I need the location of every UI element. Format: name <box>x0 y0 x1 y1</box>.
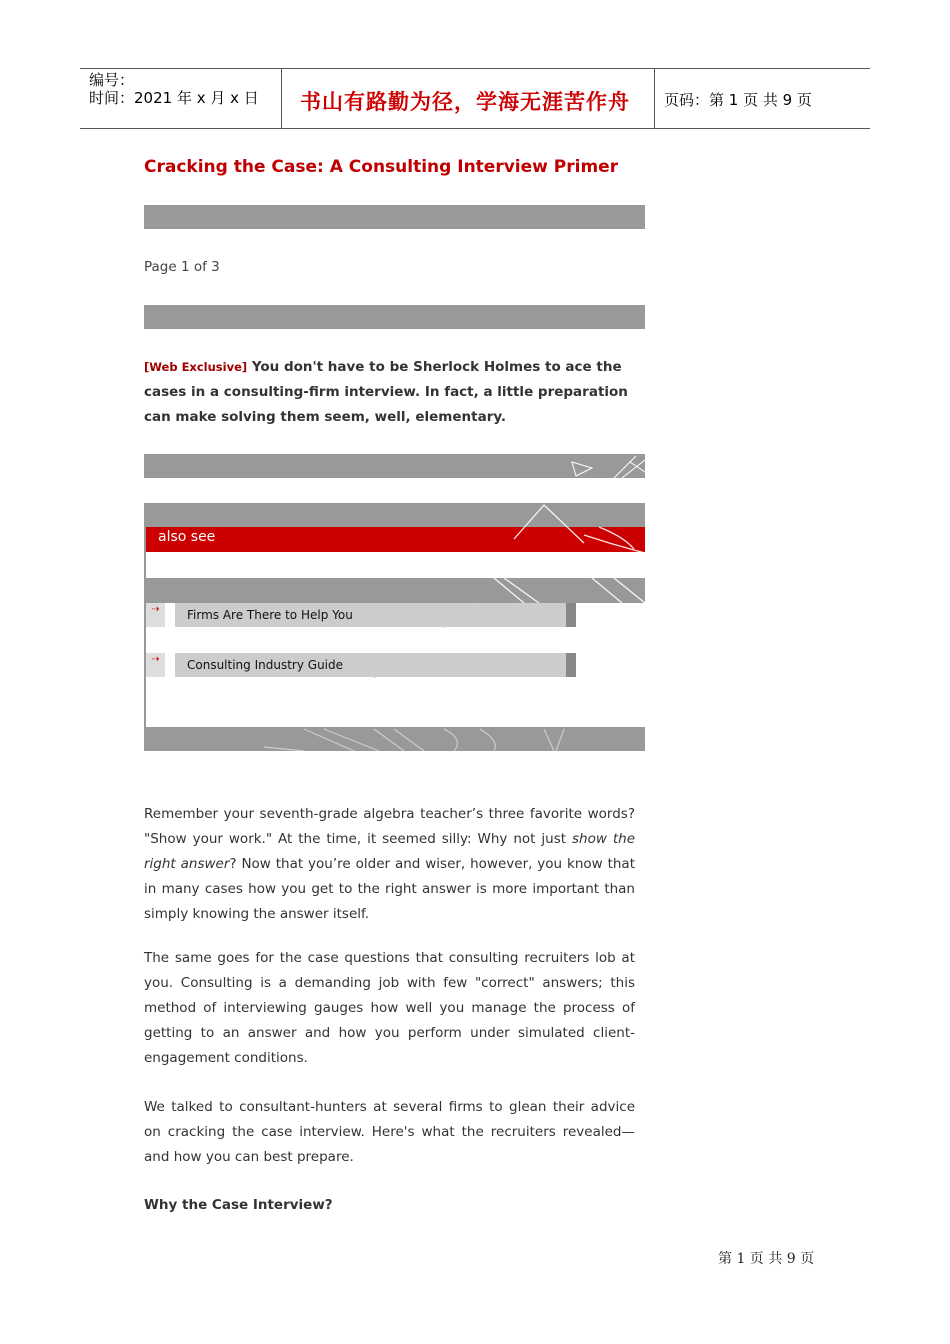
header-page-code: 页码：第 1 页 共 9 页 <box>664 91 812 109</box>
link-endcap <box>566 603 576 627</box>
divider-bar <box>144 305 645 329</box>
divider-bar <box>144 205 645 229</box>
decorative-bar <box>144 454 645 478</box>
arrow-icon: ⇢ <box>146 603 165 627</box>
emphasis-text: show the right answer <box>144 831 635 872</box>
intro-text: You don't have to be Sherlock Holmes to ace the cases in a consulting-firm interview. In fact, a little preparation can make solving them seem, well, elementary. <box>144 359 628 425</box>
footer-page-number: 第 1 页 共 9 页 <box>718 1251 815 1267</box>
header-divider-left <box>281 68 282 129</box>
header-top-rule <box>80 68 870 69</box>
also-see-box <box>144 503 645 751</box>
also-see-link-row[interactable] <box>175 653 576 677</box>
decorative-pattern <box>144 503 645 751</box>
body-paragraph-1 <box>144 802 635 927</box>
arrow-icon: ⇢ <box>146 653 165 677</box>
header-time-label: 时间：2021 年 x 月 x 日 <box>89 89 259 107</box>
paragraph-text: ? Now that you’re older and wiser, however, you know that in many cases how you get to the right answer is more important than simply knowing the answer itself. <box>144 856 635 922</box>
article-intro <box>144 355 635 430</box>
body-paragraph-2: The same goes for the case questions that consulting recruiters lob at you. Consulting is a demanding job with few "correct" answers; this method of interviewing gauges how well you manage the process of getting to an answer and how you perform under simulated client-engagement conditions. <box>144 950 635 1066</box>
paragraph-text: Remember your seventh-grade algebra teacher’s three favorite words? "Show your work." At the time, it seemed silly: Why not just <box>144 806 635 847</box>
body-paragraph-3: We talked to consultant-hunters at several firms to glean their advice on cracking the case interview. Here's what the recruiters revealed—and how you can best prepare. <box>144 1099 635 1165</box>
also-see-label: also see <box>158 529 216 545</box>
web-exclusive-tag: [Web Exclusive] <box>144 360 248 374</box>
link-endcap <box>566 653 576 677</box>
header-bottom-rule <box>80 128 870 129</box>
section-heading: Why the Case Interview? <box>144 1197 333 1213</box>
also-see-link-row[interactable] <box>175 603 576 627</box>
also-see-link-firms-help[interactable]: Firms Are There to Help You <box>187 608 353 622</box>
article-title: Cracking the Case: A Consulting Interview Primer <box>144 157 619 177</box>
decorative-pattern <box>144 454 645 478</box>
also-see-link-industry-guide[interactable]: Consulting Industry Guide <box>187 658 344 672</box>
header-divider-right <box>654 68 655 129</box>
page-indicator: Page 1 of 3 <box>144 259 220 275</box>
header-motto: 书山有路勤为径，学海无涯苦作舟 <box>300 89 630 114</box>
header-number-label: 编号： <box>89 71 135 89</box>
